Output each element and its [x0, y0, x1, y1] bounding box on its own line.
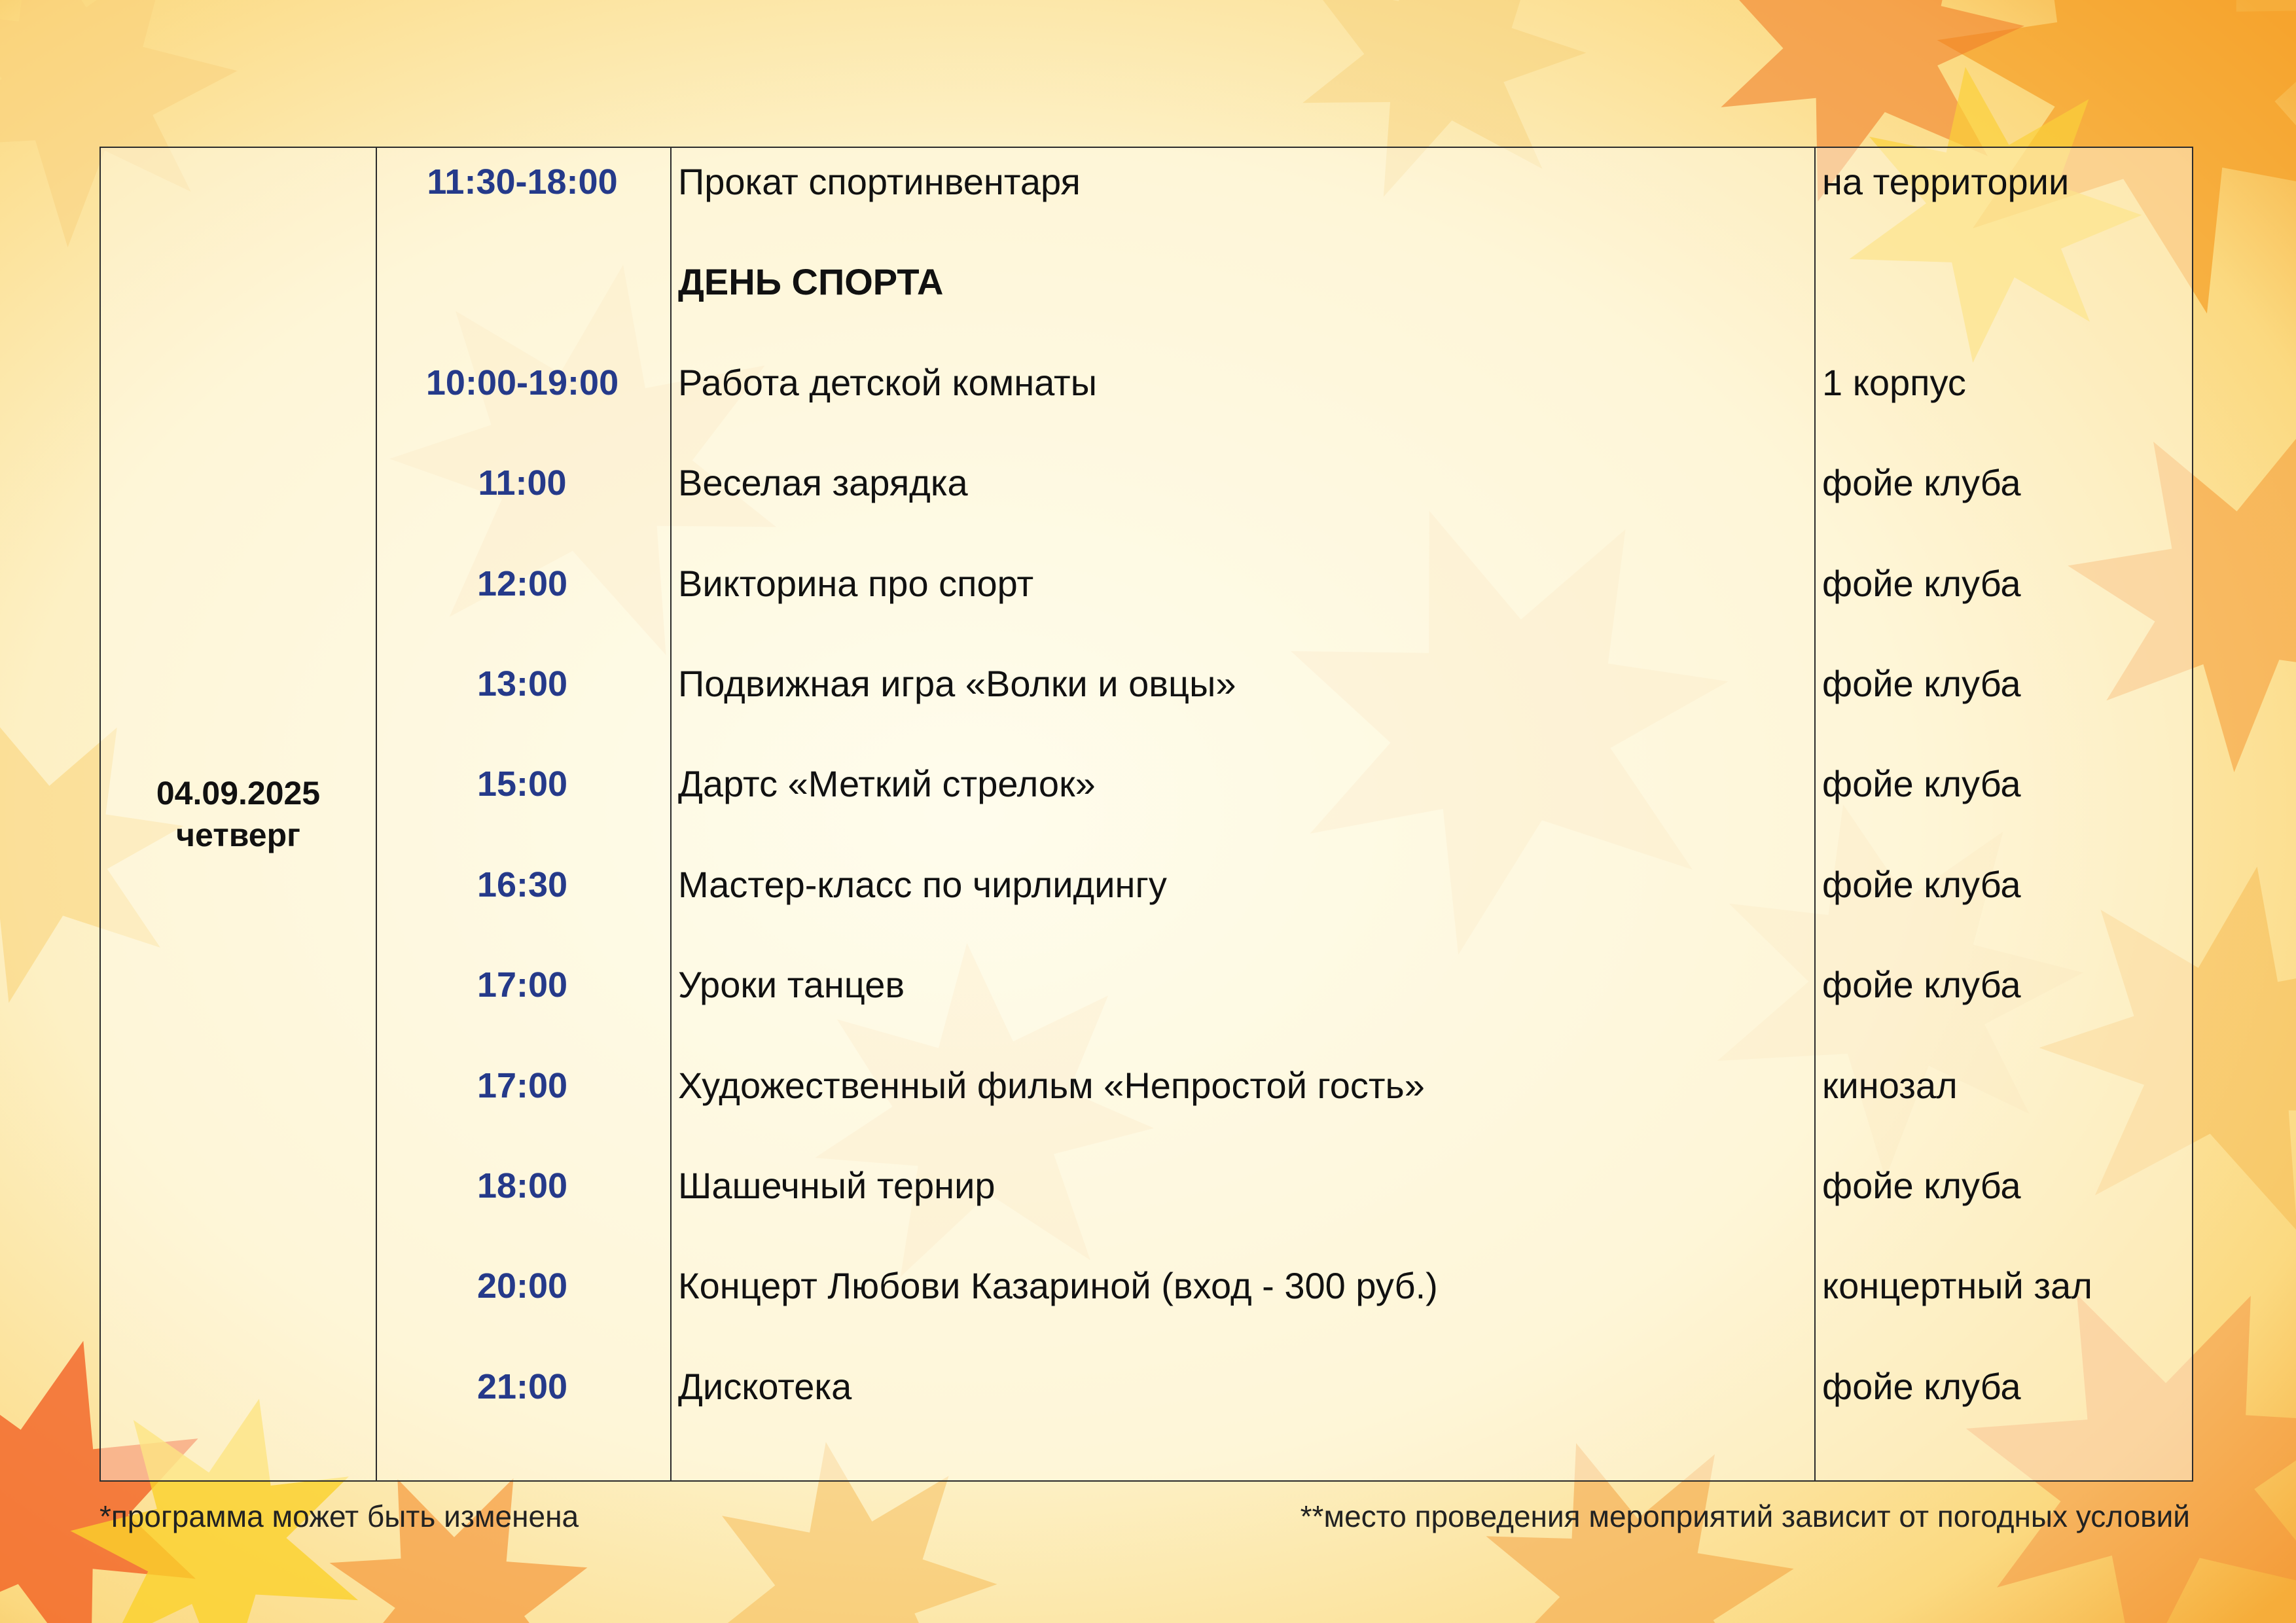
event-weekday: четверг [176, 817, 300, 854]
place-cell: фойе клуба [1822, 562, 2021, 604]
time-cell: 11:30-18:00 [427, 162, 618, 202]
place-cell: фойе клуба [1822, 662, 2021, 704]
place-cell: кинозал [1822, 1064, 1958, 1106]
section-heading: ДЕНЬ СПОРТА [678, 261, 944, 303]
event-cell: Концерт Любови Казариной (вход - 300 руб.) [678, 1265, 1438, 1307]
time-cell: 11:00 [478, 463, 567, 503]
event-cell: Художественный фильм «Непростой гость» [678, 1064, 1425, 1106]
place-cell: 1 корпус [1822, 361, 1966, 403]
event-cell: Работа детской комнаты [678, 361, 1097, 403]
event-cell: Уроки танцев [678, 964, 905, 1006]
schedule-row [100, 147, 2193, 1481]
event-cell: Веселая зарядка [678, 462, 968, 504]
place-cell: на территории [1822, 161, 2070, 202]
time-cell: 17:00 [476, 965, 568, 1005]
time-cell: 15:00 [476, 764, 568, 804]
event-cell: Дискотека [678, 1365, 852, 1407]
time-cell: 17:00 [476, 1065, 568, 1105]
event-column [671, 147, 1815, 1481]
time-column [376, 147, 671, 1481]
time-cell: 12:00 [476, 563, 568, 603]
time-cell: 21:00 [476, 1366, 568, 1406]
place-cell: фойе клуба [1822, 462, 2021, 504]
time-cell: 20:00 [476, 1266, 568, 1306]
place-cell: концертный зал [1822, 1265, 2092, 1307]
event-cell: Прокат спортинвентаря [678, 161, 1081, 202]
event-cell: Шашечный тернир [678, 1164, 996, 1206]
footnote-weather-dependent: **место проведения мероприятий зависит от погодных условий [1300, 1499, 2190, 1533]
event-date: 04.09.2025 [156, 775, 321, 812]
place-cell: фойе клуба [1822, 964, 2021, 1006]
time-cell: 10:00-19:00 [425, 363, 619, 402]
event-cell: Викторина про спорт [678, 562, 1034, 604]
place-cell: фойе клуба [1822, 763, 2021, 805]
place-cell: фойе клуба [1822, 1164, 2021, 1206]
event-cell: Дартс «Меткий стрелок» [678, 763, 1096, 805]
time-cell [377, 276, 670, 376]
place-cell: фойе клуба [1822, 863, 2021, 905]
date-cell [100, 147, 376, 1481]
time-cell: 18:00 [476, 1166, 568, 1205]
time-cell: 13:00 [476, 664, 568, 704]
place-column [1815, 147, 2193, 1481]
event-cell: Мастер-класс по чирлидингу [678, 863, 1167, 905]
place-cell: фойе клуба [1822, 1365, 2021, 1407]
footnote-program-may-change: *программа может быть изменена [99, 1499, 579, 1533]
time-cell: 16:30 [476, 865, 568, 904]
place-cell [1816, 276, 2192, 376]
event-cell: Подвижная игра «Волки и овцы» [678, 662, 1236, 704]
schedule-table [99, 147, 2193, 1482]
